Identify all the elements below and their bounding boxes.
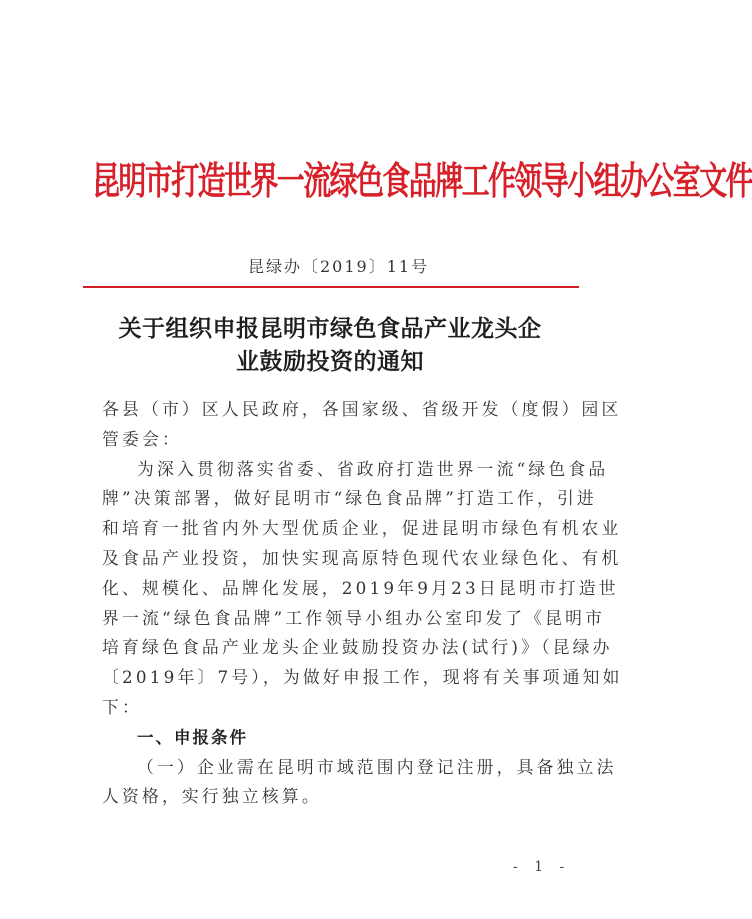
body-paragraph-line: 界一流“绿色食品牌”工作领导小组办公室印发了《昆明市	[102, 607, 606, 628]
body-paragraph-line: 为深入贯彻落实省委、省政府打造世界一流“绿色食品	[137, 458, 609, 479]
issuing-office-header: 昆明市打造世界一流绿色食品牌工作领导小组办公室文件	[92, 158, 752, 204]
body-paragraph-line: 人资格，实行独立核算。	[102, 786, 322, 807]
section-heading: 一、申报条件	[137, 727, 248, 747]
page-number: - 1 -	[513, 859, 571, 875]
document-body	[102, 395, 623, 812]
body-paragraph-line: （一）企业需在昆明市域范围内登记注册，具备独立法	[137, 756, 617, 777]
body-paragraph-line: 下：	[102, 696, 142, 717]
body-paragraph-line: 培育绿色食品产业龙头企业鼓励投资办法(试行)》（昆绿办	[102, 637, 613, 658]
body-paragraph-line: 化、规模化、品牌化发展，2019年9月23日昆明市打造世	[102, 577, 619, 598]
notice-title	[90, 312, 570, 378]
addressee-line: 各县（市）区人民政府，各国家级、省级开发（度假）园区	[102, 399, 622, 419]
body-paragraph-line: 〔2019年〕7号），为做好申报工作，现将有关事项通知如	[102, 667, 623, 688]
body-paragraph-line: 牌”决策部署，做好昆明市“绿色食品牌”打造工作，引进	[102, 488, 597, 509]
notice-title-line: 关于组织申报昆明市绿色食品产业龙头企	[118, 315, 542, 342]
notice-title-line: 业鼓励投资的通知	[236, 348, 424, 375]
red-divider-line	[83, 286, 579, 288]
addressee-line: 管委会：	[102, 428, 182, 449]
document-number: 昆绿办〔2019〕11号	[248, 257, 430, 276]
body-paragraph-line: 及食品产业投资，加快实现高原特色现代农业绿色化、有机	[102, 547, 622, 568]
body-paragraph-line: 和培育一批省内外大型优质企业，促进昆明市绿色有机农业	[102, 518, 622, 539]
